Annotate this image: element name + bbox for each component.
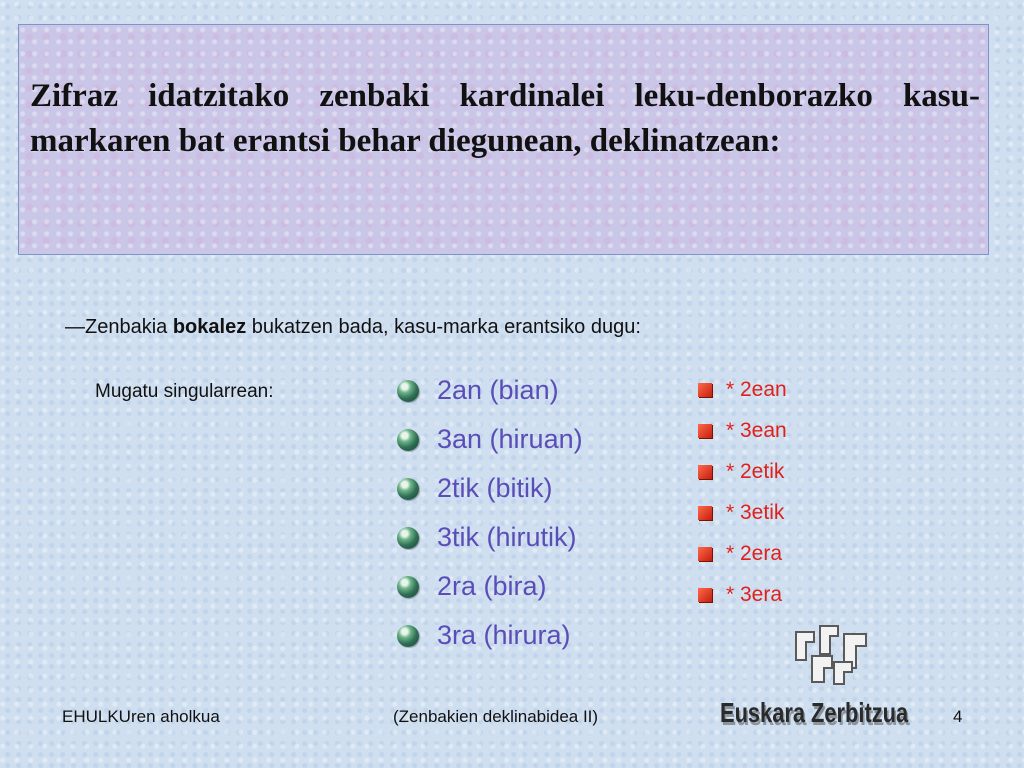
mugatu-label: Mugatu singularrean:	[95, 381, 274, 402]
list-item	[397, 464, 583, 513]
list-item-text: * 2era	[726, 541, 783, 565]
list-item-text: 2tik (bitik)	[437, 473, 553, 503]
intro-text	[65, 316, 641, 339]
list-item	[397, 562, 583, 611]
list-item-text: * 3era	[726, 582, 783, 606]
intro-prefix: —Zenbakia	[65, 316, 173, 338]
university-logo-icon	[790, 622, 874, 686]
list-item-text: 2ra (bira)	[437, 571, 547, 601]
red-square-bullet-icon	[698, 506, 712, 520]
list-item-text: 3an (hiruan)	[437, 424, 583, 454]
intro-bold-word: bokalez	[172, 316, 247, 338]
list-item-text: 3ra (hirura)	[437, 620, 571, 650]
green-ball-bullet-icon	[397, 380, 419, 402]
list-item	[698, 451, 787, 492]
green-ball-bullet-icon	[397, 429, 419, 451]
list-item	[698, 492, 787, 533]
list-item-text: * 3ean	[726, 418, 787, 442]
list-item	[698, 410, 787, 451]
red-square-bullet-icon	[698, 424, 712, 438]
list-item-text: * 2etik	[726, 459, 785, 483]
intro-suffix: bukatzen bada, kasu-marka erantsiko dugu:	[246, 316, 641, 338]
green-ball-bullet-icon	[397, 576, 419, 598]
green-ball-bullet-icon	[397, 527, 419, 549]
red-square-bullet-icon	[698, 588, 712, 602]
list-item-text: * 2ean	[726, 377, 787, 401]
footer-left-text: EHULKUren aholkua	[62, 707, 220, 726]
page-number: 4	[953, 707, 963, 726]
footer-middle-text: (Zenbakien deklinabidea II)	[393, 707, 599, 726]
red-square-bullet-icon	[698, 547, 712, 561]
list-item-text: 3tik (hirutik)	[437, 522, 577, 552]
red-square-bullet-icon	[698, 465, 712, 479]
correct-forms-list	[397, 366, 583, 660]
list-item-text: 2an (bian)	[437, 375, 559, 405]
list-item	[397, 611, 583, 660]
slide-title: Zifraz idatzitako zenbaki kardinalei leku-denborazko kasu-markaren bat erantsi behar diegunean, deklinatzean:	[30, 78, 980, 159]
list-item	[397, 415, 583, 464]
red-square-bullet-icon	[698, 383, 712, 397]
euskara-zerbitzua-logo: Euskara Zerbitzua	[720, 697, 909, 728]
list-item	[698, 369, 787, 410]
wrong-forms-list	[698, 369, 787, 615]
list-item	[698, 533, 787, 574]
green-ball-bullet-icon	[397, 478, 419, 500]
green-ball-bullet-icon	[397, 625, 419, 647]
list-item	[397, 513, 583, 562]
list-item	[397, 366, 583, 415]
list-item	[698, 574, 787, 615]
list-item-text: * 3etik	[726, 500, 785, 524]
